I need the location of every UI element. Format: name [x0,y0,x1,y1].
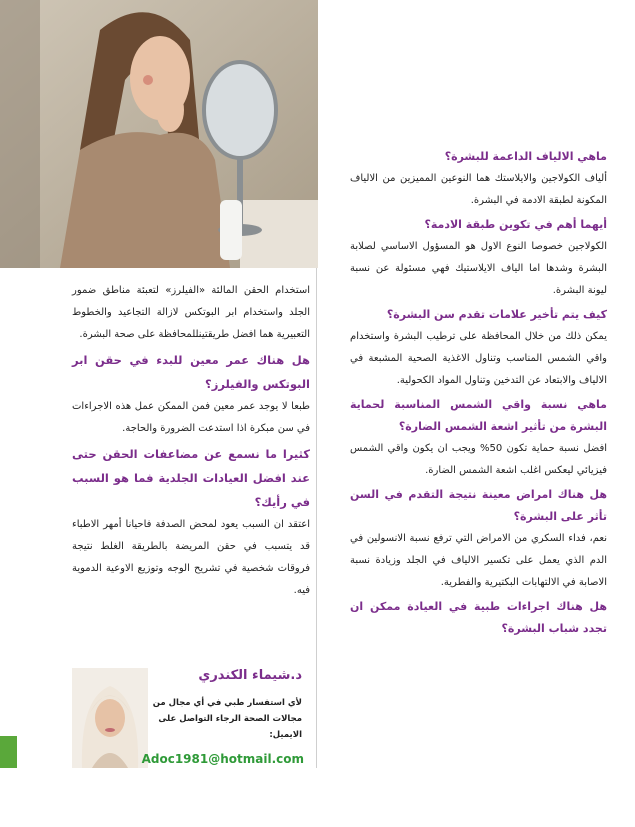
question-heading: كيف يتم تأخير علامات تقدم سن البشرة؟ [386,308,607,321]
answer-paragraph: طبعا لا يوجد عمر معين فمن الممكن عمل هذه الاجراءات في سن مبكرة اذا استدعت الضرورة والحاجة. [72,401,310,434]
answer-paragraph: افضل نسبة حماية تكون 50% ويجب ان يكون واقي الشمس فيزيائي ليعكس اغلب اشعة الشمس الضارة. [350,443,607,476]
contact-text: مجالات الصحة الرجاء التواصل على [158,714,302,724]
hero-photo [0,0,318,268]
answer-paragraph: ألياف الكولاجين والايلاستك هما النوعين المميزين من الالياف المكونة لطبقة الادمة في البشرة. [350,173,607,206]
left-column [72,280,310,604]
author-photo [72,668,148,768]
answer-paragraph: يمكن ذلك من خلال المحافظة على ترطيب البشرة واستخدام واقي الشمس المناسب وتناول الاغذية الصحية المشبعة في الالياف والابتعاد عن التدخين وتناول المواد الكحولية. [350,331,607,386]
column-divider [316,268,317,768]
intro-paragraph: استخدام الحقن المالئة «الفيلرز» لتعبئة مناطق ضمور الجلد واستخدام ابر البوتكس لازالة التجاعيد والخطوط التعبيرية هما افضل طريقتينللمحافظة على صحة البشرة. [72,285,310,340]
question-heading: كثيرا ما نسمع عن مضاعفات الحقن حتى عند افضل العيادات الجلدية فما هو السبب في رأيك؟ [72,447,310,509]
contact-text: لأي استفسار طبي في أي مجال من [152,698,302,708]
question-heading: ماهي الالياف الداعمة للبشرة؟ [444,150,607,163]
page-edge-tab [0,736,17,768]
question-heading: ماهي نسبة واقي الشمس المناسبة لحماية البشرة من تأثير اشعة الشمس الضارة؟ [350,398,607,433]
author-name: د.شيماء الكندري [198,668,302,683]
author-box [72,668,312,772]
right-column [350,146,607,640]
email-link[interactable]: Adoc1981@hotmail.com [141,752,304,766]
answer-paragraph: نعم، فداء السكري من الامراض التي ترفع نسبة الانسولين في الدم الذي يعمل على تكسير الالياف في الجلد وزيادة نسبة الاصابة في الالتهابات البكتيرية والفطرية. [350,533,607,588]
question-heading: هل هناك امراض معينة نتيجة التقدم في السن تأثر على البشرة؟ [350,488,607,523]
contact-text: الايميل: [269,730,302,740]
question-heading: هل هناك عمر معين للبدء في حقن ابر البوتكس والفيلرز؟ [72,353,310,391]
answer-paragraph: الكولاجين خصوصا النوع الاول هو المسؤول الاساسي لصلابة البشرة وشدها اما الياف الايلاستيك فهي مسئولة عن نسبة ليونة البشرة. [350,241,607,296]
question-heading: هل هناك اجراءات طبية في العيادة ممكن ان تجدد شباب البشرة؟ [350,600,607,635]
question-heading: أيهما أهم في تكوين طبقة الادمة؟ [424,218,607,231]
answer-paragraph: اعتقد ان السبب يعود لمحض الصدفة فاحيانا أمهر الاطباء قد يتسبب في حقن المريضة بالطريقة الغلط نتيجة فروقات شخصية في تشريح الوجه وتوزيع الاوعية الدموية فيه. [72,519,310,596]
